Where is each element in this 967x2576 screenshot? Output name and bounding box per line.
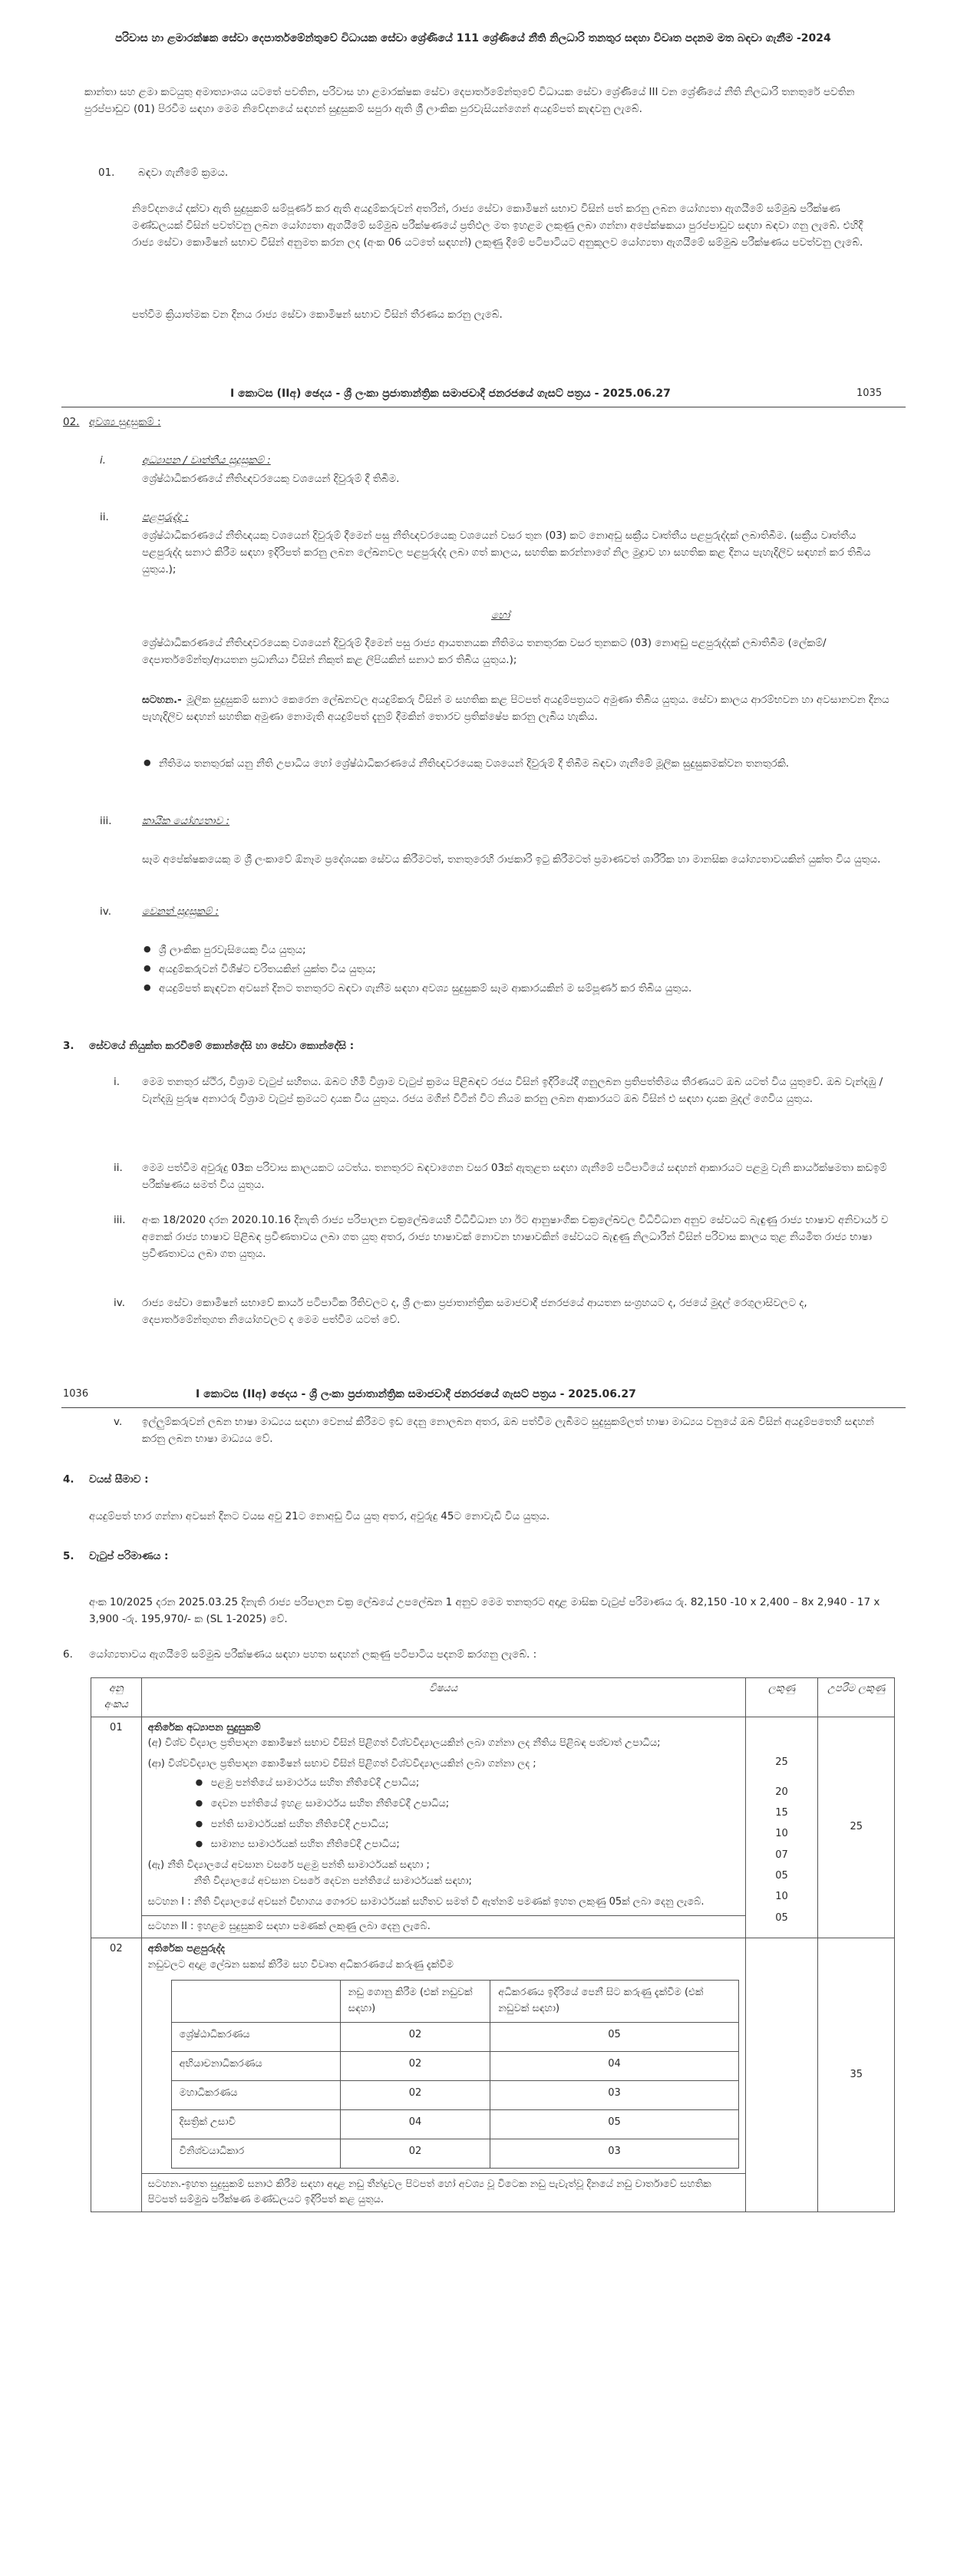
row-line: (අ) විශ්ව විද්‍යාල ප්‍රතිපාදන කොමිෂන් සභාව විසින් පිළිගත් විශ්වවිද්‍යාලයකින් ලබා ගන්නා ලද නීතිය පිළිබඳ පශ්චාත් උපාධිය; — [147, 1737, 661, 1750]
item-ii-heading: පළපුරුද්ද : — [142, 511, 189, 523]
or-label: හෝ — [491, 609, 510, 622]
item-iii-label: iii. — [100, 815, 112, 827]
mark-value: 07 — [775, 1849, 788, 1861]
item-iv-label: iv. — [100, 905, 111, 918]
cell-value: 02 — [340, 2051, 490, 2080]
row-marks — [745, 1717, 818, 1938]
section-6-number: 6. — [63, 1648, 73, 1661]
page-number: 1035 — [856, 388, 883, 399]
mark-value: 25 — [775, 1756, 788, 1768]
cell-value: 03 — [490, 2139, 738, 2168]
degree-item: ● පළමු පන්තියේ සාමාර්ථය සහිත නීතිවේදී උපාධිය; — [194, 1776, 739, 1792]
court-name: ශ්‍රේෂ්ඨාධිකරණය — [171, 2022, 340, 2051]
item-iii-text: සෑම අපේක්ෂකයෙකු ම ශ්‍රී ලංකාවේ ඕනෑම ප්‍රදේශයක සේවය කිරීමටත්, තනතුරෙහි රාජකාරි ඉටු කිරීමටත් ප්‍රමාණවත් ශාරීරික හා මානසික යෝග්‍යතාවයකින් යුක්ත විය යුතුය. — [142, 853, 881, 866]
column-header: ලකුණු — [745, 1678, 818, 1717]
inner-header: අධිකරණය ඉදිරියේ පෙනී සිට කරුණු දැක්වීම (එක් නඩුවක් සඳහා) — [490, 1980, 738, 2022]
mark-value: 15 — [775, 1807, 788, 1819]
inner-header — [171, 1980, 340, 2022]
cell-value: 04 — [490, 2051, 738, 2080]
marks-table — [91, 1677, 895, 2212]
row-marks — [745, 1938, 818, 2212]
condition-iii-label: iii. — [114, 1214, 126, 1226]
section-4-number: 4. — [63, 1473, 74, 1486]
mark-value: 05 — [775, 1870, 788, 1882]
court-name: දිසත්‍රික් උසාවි — [171, 2109, 340, 2139]
degree-list — [194, 1776, 739, 1853]
inner-row — [171, 2109, 738, 2139]
header-divider — [61, 1407, 906, 1408]
mark-value: 05 — [775, 1911, 788, 1924]
legal-post-bullet-list — [142, 756, 890, 775]
mark-value: 20 — [775, 1786, 788, 1798]
section-1-paragraph-2: පත්වීම ක්‍රියාත්මක වන දිනය රාජ්‍ය සේවා කොමිෂන් සභාව විසින් තීරණය කරනු ලැබේ. — [132, 308, 503, 321]
item-i-label: i. — [100, 454, 107, 467]
court-name: විනිශ්චයාධිකාර — [171, 2139, 340, 2168]
note-text: මූලික සුදුසුකම් සනාථ කෙරෙන ලේඛනවල අයදුම්කරු විසින් ම සහතික කළ පිටපත් අයදුම්පත්‍රයට අමුණා තිබිය යුතුය. සේවා කාලය ආරම්භවන හා අවසානවන දිනය පැහැදිලිව සඳහන් සහතික අමුණා නොමැති අයදුම්පත් දැනුම් දීමකින් තොරව ප්‍රතික්ෂේප කරනු ලැබිය හැකිය. — [142, 694, 889, 723]
item-iv-heading: වෙනත් සුදුසුකම් : — [142, 905, 219, 918]
row-title: අතිරේක අධ්‍යාපන සුදුසුකම් — [147, 1721, 261, 1733]
cell-value: 05 — [490, 2109, 738, 2139]
row-subject — [141, 1938, 745, 2212]
section-1-paragraph-1: නිවේදනයේ දක්වා ඇති සුදුසුකම් සම්පූර්ණ කර ඇති අයදුම්කරුවන් අතරින්, රාජ්‍ය සේවා කොමිෂන් සභාව විසින් පත් කරනු ලබන යෝග්‍යතා ඇගයීමේ සම්මුඛ පරීක්ෂණ මණ්ඩලයක් විසින් පවත්වනු ලබන යෝග්‍යතා ඇගයීමේ සම්මුඛ පරීක්ෂණයේ ප්‍රතිඵල මත ඉහළම ලකුණු ලබා ගන්නා අපේක්ෂකයා පුරප්පාඩුව සඳහා බඳවා ගනු ලැබේ. එහිදී රාජ්‍ය සේවා කොමිෂන් සභාව විසින් අනුමත කරන ලද (අංක 06 යටතේ සඳහන්) ලකුණු දීමේ පටිපාටියට අනුකූලව යෝග්‍යතා ඇගයීමේ සම්මුඛ පරීක්ෂණය පවත්වනු ලැබේ. — [132, 203, 863, 249]
inner-header-row — [171, 1980, 738, 2022]
condition-i-label: i. — [114, 1076, 120, 1088]
condition-v-label: v. — [114, 1416, 123, 1428]
cell-value: 05 — [490, 2022, 738, 2051]
column-header: අනු අංකය — [91, 1678, 142, 1717]
mark-value: 10 — [775, 1891, 788, 1903]
condition-iv-label: iv. — [114, 1297, 125, 1309]
row-subtitle: නඩුවලට අදාළ ලේඛන සකස් කිරීම සහ විවෘත අධිකරණයේ කරුණු දැක්වීම — [147, 1959, 454, 1971]
cell-value: 02 — [340, 2080, 490, 2109]
item-iii-heading: කායික යෝග්‍යතාව : — [142, 815, 230, 827]
court-name: අභියාචනාධිකරණය — [171, 2051, 340, 2080]
column-header: උපරිම ලකුණු — [818, 1678, 895, 1717]
other-qualifications-list — [142, 942, 890, 1000]
note-label: සටහන.- — [142, 694, 182, 706]
table-row — [91, 1717, 895, 1938]
section-6-text: යෝග්‍යතාවය ඇගයීමේ සම්මුඛ පරීක්ෂණය සඳහා පහත සඳහන් ලකුණු පටිපාටිය පදනම් කරගනු ලැබේ. : — [89, 1648, 537, 1661]
section-5-number: 5. — [63, 1550, 74, 1562]
degree-item: ● පන්ති සාමාර්ථයක් සහිත නීතිවේදී උපාධිය; — [194, 1817, 739, 1833]
salary-text: අංක 10/2025 දරන 2025.03.25 දිනැති රාජ්‍ය පරිපාලන චක්‍ර ලේඛයේ උපලේඛන 1 අනුව මෙම තනතුරට අදාළ මාසික වැටුප් පරිමාණය රු. 82,150 -10 x 2,400 – 8x 2,940 - 17 x 3,900 -රු. 195,970/- ක (SL 1-2025) වේ. — [89, 1596, 880, 1625]
row-line: නීති විද්‍යාලයේ අවසාන වසරේ දෙවන පන්තියේ සාමාර්ථයක් සඳහා; — [193, 1875, 472, 1887]
notice-title: පරිවාස හා ළමාරක්ෂක සේවා දෙපාර්තමේන්තුවේ විධායක සේවා ශ්‍රේණියේ 111 ශ්‍රේණියේ නීති නිලධාරි තනතුර සඳහා විවෘත පදනම මත බඳවා ගැනීම -2024 — [115, 32, 831, 45]
section-2-number: 02. — [63, 416, 80, 428]
other-qualification-item: ● ශ්‍රී ලාංකික පුරවැසියෙකු විය යුතුය; — [142, 942, 890, 959]
section-3-number: 3. — [63, 1040, 74, 1052]
cell-value: 03 — [490, 2080, 738, 2109]
row-title: අතිරේක පළපුරුද්ද — [147, 1943, 225, 1955]
condition-v-text: ඉල්ලුම්කරුවන් ලබන භාෂා මාධ්‍යය සඳහා වෙනස් කිරීමට ඉඩ දෙනු නොලබන අතර, ඔබ පත්වීම ලැබීමට සුදුසුකම්ලත් භාෂා මාධ්‍යය වනුයේ ඔබ විසින් අයදුම්පතෙහි සඳහන් කරනු ලබන භාෂා මාධ්‍යය වේ. — [142, 1416, 874, 1445]
cell-value: 02 — [340, 2022, 490, 2051]
row-subject — [141, 1717, 745, 1938]
degree-item: ● දෙවන පන්තියේ ඉහළ සාමාර්ථය සහිත නීතිවේදී උපාධිය; — [194, 1796, 739, 1812]
inner-header: නඩු ගොනු කිරීම (එක් නඩුවක් සඳහා) — [340, 1980, 490, 2022]
cell-value: 04 — [340, 2109, 490, 2139]
table-note-1: සටහන I : නීති විද්‍යාලයේ අවසන් විභාගය ගෞරව සාමාර්ථයක් සහිතව සමත් වී ඇත්නම් පමණක් ඉහත ලකුණු 05ක් ලබා දෙනු ලැබේ. — [147, 1895, 705, 1908]
inner-row — [171, 2051, 738, 2080]
row-number: 01 — [91, 1717, 142, 1938]
table-row — [91, 1938, 895, 2212]
row-number: 02 — [91, 1938, 142, 2212]
page-number: 1036 — [63, 1388, 89, 1400]
condition-iii-text: අංක 18/2020 දරන 2020.10.16 දිනැති රාජ්‍ය පරිපාලන චක්‍රලේඛයෙහි විධිවිධාන හා ඊට ආනුෂාංගික චක්‍රලේඛවල විධිවිධාන අනුව සේවයට බැඳුණු රාජ්‍ය භාෂාව අනිවාර්ය ව අනෙක් රාජ්‍ය භාෂාව පිළිබඳ ප්‍රවීණතාවය ලබා ගත යුතු අතර, රාජ්‍ය භාෂාවක් නොවන භාෂාවකින් සේවයට බැඳුණු නිලධාරීන් විසින් පරිවාස කාලය තුළ නියමිත රාජ්‍ය භාෂා ප්‍රවීණතාවය ලබා ගත යුතුය. — [142, 1214, 889, 1260]
inner-row — [171, 2139, 738, 2168]
inner-row — [171, 2080, 738, 2109]
age-limit-text: අයදුම්පත් භාර ගන්නා අවසන් දිනට වයස අවු 21ට නොඅඩු විය යුතු අතර, අවුරුදු 45ට නොවැඩි විය යුතුය. — [89, 1510, 550, 1522]
condition-iv-text: රාජ්‍ය සේවා කොමිෂන් සභාවේ කාර්ය පටිපාටික රීතිවලට ද, ශ්‍රී ලංකා ප්‍රජාතාන්ත්‍රික සමාජවාදී ජනරජයේ ආයතන සංග්‍රහයට ද, රජයේ මුදල් රෙගුලාසිවලට ද, දෙපාර්තමේන්තුගත නියෝගවලට ද මෙම පත්වීම යටත් වේ. — [142, 1297, 807, 1326]
gazette-header: I කොටස (IIඅ) ඡෙදය - ශ්‍රී ලංකා ප්‍රජාතාන්ත්‍රික සමාජවාදී ජනරජයේ ගැසට් පත්‍රය - 2025.06.27 — [196, 1388, 636, 1400]
section-1-heading: බඳවා ගැනීමේ ක්‍රමය. — [138, 167, 229, 179]
row-line: (ආ) විශ්වවිද්‍යාල ප්‍රතිපාදන කොමිෂන් සභාව විසින් පිළිගත් විශ්වවිද්‍යාලයකින් ලබා ගන්නා ලද ; — [147, 1758, 536, 1770]
table-header-row — [91, 1678, 895, 1717]
table-note: සටහන.-ඉහත සුදුසුකම් සනාථ කිරීම සඳහා අදාළ නඩු තීන්දුවල පිටපත් හෝ අවශ්‍ය වූ විටෙක නඩු පැවැත්වූ දිනයේ නඩු වාර්තාවේ සහතික පිටපත් සම්මුඛ පරීක්ෂණ මණ්ඩලයට ඉදිරිපත් කළ යුතුය. — [142, 2173, 745, 2209]
section-1-number: 01. — [98, 167, 115, 179]
cell-value: 02 — [340, 2139, 490, 2168]
row-max-marks: 35 — [818, 1938, 895, 2212]
condition-ii-text: මෙම පත්වීම අවුරුදු 03ක පරිවාස කාලයකට යටත්ය. තනතුරට බඳවාගෙන වසර 03ක් ඇතුළත සඳහා ගැනීමේ පටිපාටියේ සඳහන් ආකාරයට පළමු වැනි කාර්යක්ෂමතා කඩඉම් පරීක්ෂණය සමත් විය යුතුය. — [142, 1162, 887, 1191]
row-max-marks: 25 — [818, 1717, 895, 1938]
degree-item: ● සාමාන්‍ය සාමාර්ථයක් සහිත නීතිවේදී උපාධිය; — [194, 1837, 739, 1853]
section-2-heading: අවශ්‍ය සුදුසුකම් : — [89, 416, 161, 428]
mark-value: 10 — [775, 1828, 788, 1840]
gazette-header: I කොටස (IIඅ) ඡෙදය - ශ්‍රී ලංකා ප්‍රජාතාන්ත්‍රික සමාජවාදී ජනරජයේ ගැසට් පත්‍රය - 2025.06.27 — [230, 388, 671, 400]
intro-paragraph: කාන්තා සහ ළමා කටයුතු අමාත්‍යාංශය යටතේ පවතින, පරිවාස හා ළමාරක්ෂක සේවා දෙපාර්තමේන්තුවේ විධායක සේවා ශ්‍රේණියේ III වන ශ්‍රේණියේ නීති නිලධාරි තනතුරේ පවතින පුරප්පාඩුව (01) පිරවීම සඳහා මෙම නිවේදනයේ සඳහන් සුදුසුකම් සපුරා ඇති ශ්‍රී ලාංකික පුරවැසියන්ගෙන් අයදුම්පත් කැඳවනු ලැබේ. — [84, 86, 855, 115]
table-note-2: සටහන II : ඉහළම සුදුසුකම් සඳහා පමණක් ලකුණු ලබා දෙනු ලැබේ. — [142, 1915, 745, 1935]
item-ii-text-2: ශ්‍රේෂ්ඨාධිකරණයේ නීතිඥවරයෙකු වශයෙන් දිවුරුම් දීමෙන් පසු රාජ්‍ය ආයතනයක නීතිමය තනතුරක වසර තුනකට (03) නොඅඩු පළපුරුද්දක් ලබාතිබීම (ලේකම්/දෙපාර්තමේන්තු/ආයතන ප්‍රධානියා විසින් නිකුත් කළ ලිපියකින් සනාථ කර තිබිය යුතුය.); — [142, 637, 827, 666]
section-5-heading: වැටුප් පරිමාණය : — [89, 1550, 169, 1562]
other-qualification-item: ● අයදුම්කරුවන් විශිෂ්ට චරිතයකින් යුක්ත විය යුතුය; — [142, 961, 890, 978]
experience-table — [171, 1980, 739, 2169]
column-header: විෂයය — [141, 1678, 745, 1717]
condition-ii-label: ii. — [114, 1162, 123, 1174]
inner-row — [171, 2022, 738, 2051]
court-name: මහාධිකරණය — [171, 2080, 340, 2109]
legal-post-bullet: ● නීතිමය තනතුරක් යනු නීති උපාධිය හෝ ශ්‍රේෂ්ඨාධිකරණයේ නීතිඥවරයෙකු වශයෙන් දිවුරුම් දී තිබීම බඳවා ගැනීමේ මූලික සුදුසුකමක්වන තනතුරකි. — [142, 756, 890, 773]
item-i-heading: අධ්‍යාපන / වෘත්තීය සුදුසුකම් : — [142, 454, 271, 467]
other-qualification-item: ● අයදුම්පත් කැඳවන අවසන් දිනට තනතුරට බඳවා ගැනීම සඳහා අවශ්‍ය සුදුසුකම් සෑම ආකාරයකින් ම සම්පූර්ණ කර තිබිය යුතුය. — [142, 981, 890, 998]
section-4-heading: වයස් සීමාව : — [89, 1473, 149, 1486]
section-3-heading: සේවයේ නියුක්ත කරවීමේ කොන්දේසි හා සේවා කොන්දේසි : — [89, 1040, 355, 1052]
condition-i-text: මෙම තනතුර ස්ථිර, විශ්‍රාම වැටුප් සහිතය. ඔබට හිමි විශ්‍රාම වැටුප් ක්‍රමය පිළිබඳව රජය විසින් ඉදිරියේදී ගනුලබන ප්‍රතිපත්තිමය තීරණයට ඔබ යටත් විය යුතුවේ. ඔබ වැන්දඹු / වැන්දඹු පුරුෂ අනාථරු විශ්‍රාම වැටුප් ක්‍රමයට දායක විය යුතුය. රජය මගින් විටින් විට නියම කරනු ලබන ආකාරයට ඔබ විසින් එ සඳහා දායක මුදල් ගෙවිය යුතුය. — [142, 1076, 883, 1105]
item-ii-label: ii. — [100, 511, 109, 523]
item-ii-text-1: ශ්‍රේෂ්ඨාධිකරණයේ නීතිඥයකු වශයෙන් දිවුරුම් දීමෙන් පසු නීතිඥවරයෙකු වශයෙන් වසර තුන (03) කට නොඅඩු සක්‍රීය වෘත්තීය පළපුරුද්දක් ලබාතිබීම. (සක්‍රීය වෘත්තීය පළපුරුද්ද සනාථ කිරීම සඳහා ඉදිරිපත් කරනු ලබන ලේඛනවල පළපුරුද්ද ලබා ගත් කාලය, සහතික කරන්නාගේ නිල මුද්‍රාව හා සහතික කළ දිනය පැහැදිලිව සඳහන් කර තිබිය යුතුය.); — [142, 529, 871, 576]
item-i-text: ශ්‍රේෂ්ඨාධිකරණයේ නීතිඥවරයෙකු වශයෙන් දිවුරුම් දී තිබීම. — [142, 473, 400, 485]
row-line: (ඇ) නීති විද්‍යාලයේ අවසාන වසරේ පළමු පන්ති සාමාර්ථයක් සඳහා ; — [147, 1859, 430, 1872]
